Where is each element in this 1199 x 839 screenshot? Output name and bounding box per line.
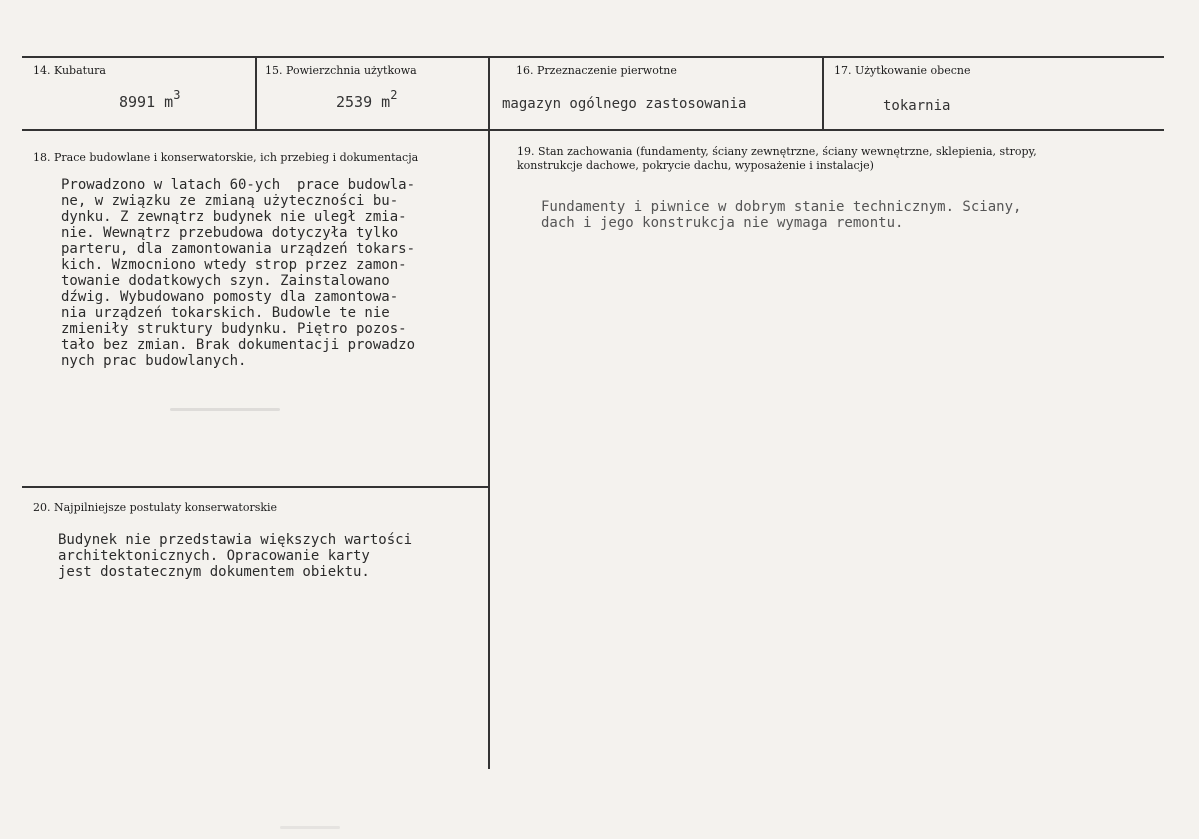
field-18-line: tało bez zmian. Brak dokumentacji prowadzo (61, 337, 416, 353)
divider-15-16 (488, 57, 490, 769)
field-20-line: Budynek nie przedstawia większych wartości (58, 532, 413, 548)
field-18-line: nia urządzeń tokarskich. Budowle te nie (61, 305, 390, 321)
field-18-label: 18. Prace budowlane i konserwatorskie, ich przebieg i dokumentacja (33, 151, 419, 164)
field-19-label-line2: konstrukcje dachowe, pokrycie dachu, wyposażenie i instalacje) (517, 159, 874, 172)
field-15-exponent: 2 (390, 88, 398, 102)
field-18-line: Prowadzono w latach 60-ych prace budowla- (61, 177, 416, 193)
field-16-label: 16. Przeznaczenie pierwotne (516, 64, 677, 77)
field-18-line: kich. Wzmocniono wtedy strop przez zamon- (61, 257, 407, 273)
field-20-line: jest dostatecznym dokumentem obiektu. (58, 564, 370, 580)
ink-smudge (280, 826, 340, 829)
field-18-line: nych prac budowlanych. (61, 353, 247, 369)
ink-smudge (170, 408, 280, 411)
field-14-number: 8991 m (119, 93, 174, 111)
field-15-value (336, 90, 397, 111)
field-18-line: dynku. Z zewnątrz budynek nie uległ zmia- (61, 209, 407, 225)
field-15-label: 15. Powierzchnia użytkowa (265, 64, 417, 77)
field-15-number: 2539 m (336, 93, 391, 111)
field-14-exponent: 3 (173, 88, 181, 102)
field-18-line: towanie dodatkowych szyn. Zainstalowano (61, 273, 390, 289)
field-17-value: tokarnia (883, 98, 951, 114)
top-rule (22, 56, 1164, 58)
divider-14-15 (255, 57, 257, 130)
field-18-line: ne, w związku ze zmianą użyteczności bu- (61, 193, 399, 209)
field-19-line: dach i jego konstrukcja nie wymaga remontu. (541, 215, 904, 231)
field-20-label: 20. Najpilniejsze postulaty konserwatorskie (33, 501, 278, 514)
field-18-line: zmieniły struktury budynku. Piętro pozos- (61, 321, 407, 337)
field-18-line: nie. Wewnątrz przebudowa dotyczyła tylko (61, 225, 399, 241)
field-20-line: architektonicznych. Opracowanie karty (58, 548, 370, 564)
field18-bottom-rule (22, 486, 490, 488)
field-18-line: parteru, dla zamontowania urządzeń tokars- (61, 241, 416, 257)
field-14-label: 14. Kubatura (33, 64, 106, 77)
field-19-label-line1: 19. Stan zachowania (fundamenty, ściany zewnętrzne, ściany wewnętrzne, sklepienia, stropy, (517, 145, 1037, 158)
field-18-line: dźwig. Wybudowano pomosty dla zamontowa- (61, 289, 399, 305)
divider-16-17 (822, 57, 824, 130)
field-17-label: 17. Użytkowanie obecne (834, 64, 971, 77)
field-14-value (119, 90, 180, 111)
row1-bottom-rule (22, 129, 1164, 131)
field-16-value: magazyn ogólnego zastosowania (502, 96, 747, 112)
field-19-line: Fundamenty i piwnice w dobrym stanie technicznym. Sciany, (541, 199, 1022, 215)
